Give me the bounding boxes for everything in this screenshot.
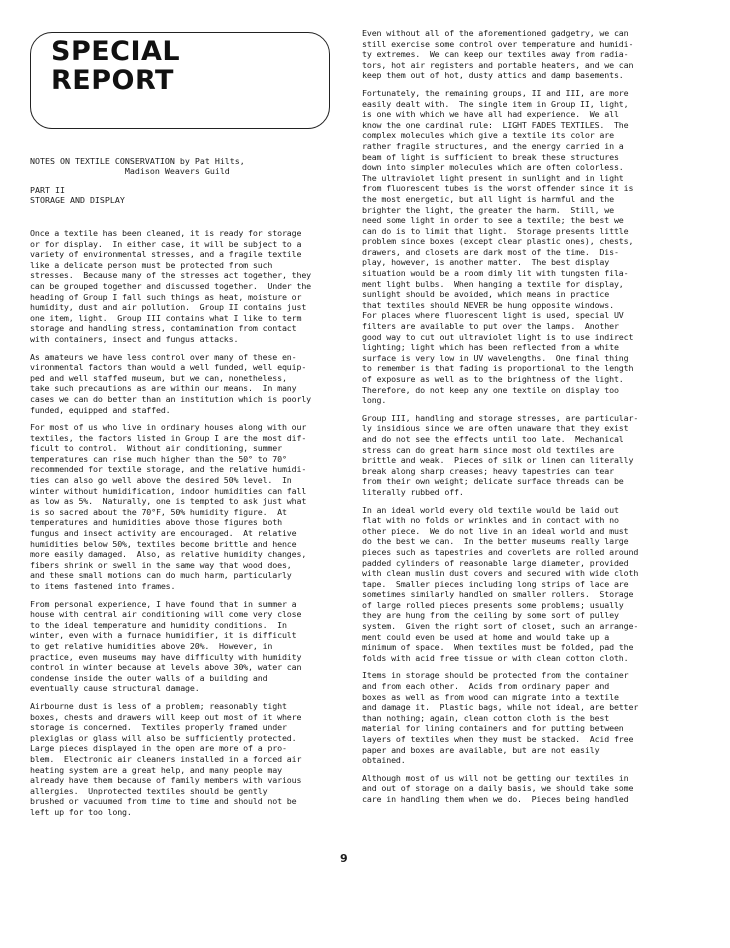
text-line: that textiles should NEVER be hung opposite windows. — [362, 299, 614, 310]
text-line: Even without all of the aforementioned gadgetry, we can — [362, 28, 629, 38]
part-heading: PART II — [30, 185, 65, 195]
text-line: keep them out of hot, dusty attics and damp basements. — [362, 70, 624, 81]
right-column — [362, 28, 692, 812]
text-line: do the best we can. In the better museums really large — [362, 536, 629, 547]
text-line: The ultraviolet light present in sunlight and in light — [362, 172, 624, 183]
paragraph — [30, 228, 360, 345]
text-line: stress can do great harm since most old textiles are — [362, 444, 614, 455]
text-line: beam of light is sufficient to break these structures — [362, 151, 619, 162]
paragraph — [30, 352, 360, 416]
text-line: situation would be a room dimly lit with tungsten fila- — [362, 268, 629, 279]
paragraph — [362, 88, 692, 406]
text-line: fungus and insect activity are encouraged. At relative — [30, 528, 297, 539]
text-line: and damage it. Plastic bags, while not ideal, are better — [362, 702, 639, 713]
text-line: heating system are a great help, and many people may — [30, 764, 282, 775]
text-line: complex molecules which give a textile its color are — [362, 130, 614, 141]
text-line: variety of environmental stresses, and a fragile textile — [30, 249, 302, 260]
text-line: Group III, handling and storage stresses, are particular- — [362, 412, 639, 423]
text-line: the most energetic, but all light is harmful and the — [362, 193, 614, 204]
text-line: Items in storage should be protected from the container — [362, 670, 629, 681]
text-line: storage is concerned. Textiles properly framed under — [30, 722, 287, 733]
text-line: still exercise some control over temperature and humidi- — [362, 38, 634, 49]
text-line: take such precautions as are within our means. In many — [30, 383, 297, 394]
text-line: Once a textile has been cleaned, it is ready for storage — [30, 228, 302, 238]
text-line: know the one cardinal rule: LIGHT FADES TEXTILES. The — [362, 119, 629, 130]
text-line: system. Given the right sort of closet, such an arrange- — [362, 621, 639, 632]
text-line: to get relative humidities above 20%. However, in — [30, 640, 273, 651]
banner-title — [51, 36, 181, 96]
text-line: tape. Smaller pieces including long strips of lace are — [362, 578, 629, 589]
text-line: like a delicate person must be protected from such — [30, 259, 273, 270]
text-line: to the ideal temperature and humidity conditions. In — [30, 619, 287, 630]
text-line: with containers, insect and fungus attacks. — [30, 333, 239, 344]
special-report-banner — [30, 32, 330, 129]
text-line: they are hung from the ceiling by some sort of pulley — [362, 610, 619, 621]
text-line: pieces such as tapestries and coverlets are rolled around — [362, 546, 639, 557]
text-line: already have them because of family members with various — [30, 775, 302, 786]
paragraph — [362, 773, 692, 805]
text-line: paper and boxes are available, but are not easily — [362, 744, 600, 755]
text-line: good way to cut out ultraviolet light is to use indirect — [362, 331, 634, 342]
text-line: Therefore, do not keep any one textile on display too — [362, 384, 619, 395]
text-line: ment could even be used at home and would take up a — [362, 631, 610, 642]
paragraph — [362, 413, 692, 498]
text-line: storage and handling stress, contamination from contact — [30, 323, 297, 334]
article-title-line2: Madison Weavers Guild — [30, 166, 230, 176]
text-line: Although most of us will not be getting our textiles in — [362, 772, 629, 783]
text-line: material for lining containers and for putting between — [362, 723, 624, 734]
text-line: of exposure as well as to the brightness of the light. — [362, 374, 624, 384]
text-line: other piece. We do not live in an ideal world and must — [362, 525, 629, 536]
text-line: heading of Group I fall such things as heat, moisture or — [30, 291, 302, 302]
text-line: sunlight should be avoided, which means in practice — [362, 289, 610, 300]
text-line: care in handling them when we do. Pieces being handled — [362, 793, 629, 804]
text-line: from their own weight; delicate surface threads can be — [362, 476, 624, 487]
text-line: eventually cause structural damage. — [30, 683, 200, 694]
text-line: stresses. Because many of the stresses act together, they — [30, 270, 312, 281]
text-line: ly insidious since we are often unaware that they exist — [362, 423, 629, 434]
text-line: as low as 5%. Naturally, one is tempted to ask just what — [30, 496, 307, 507]
text-line: brittle and weak. Pieces of silk or linen can literally — [362, 455, 634, 466]
text-line: temperatures can rise much higher than the 50° to 70° — [30, 453, 287, 464]
text-line: easily dealt with. The single item in Group II, light, — [362, 98, 629, 109]
text-line: humidity, dust and air pollution. Group II contains just — [30, 302, 307, 313]
text-line: condense inside the outer walls of a building and — [30, 672, 268, 683]
text-line: of large rolled pieces presents some problems; usually — [362, 599, 624, 610]
text-line: to remember is that fading is proportional to the length — [362, 363, 634, 374]
text-line: need some light in order to see a textile; the best we — [362, 215, 624, 226]
text-line: boxes as well as from wood can migrate into a textile — [362, 691, 619, 702]
text-line: is one with which we have all had experience. We all — [362, 109, 619, 120]
text-line: minimum of space. When textiles must be folded, pad the — [362, 642, 634, 653]
text-line: and do not see the effects until too late. Mechanical — [362, 433, 624, 444]
text-line: problem since boxes (except clear plastic ones), chests, — [362, 236, 634, 247]
text-line: from fluorescent tubes is the worst offender since it is — [362, 183, 634, 194]
paragraph — [362, 670, 692, 765]
text-line: is so sacred about the 70°F, 50% humidity figure. At — [30, 506, 287, 517]
text-line: down into simpler molecules which are often colorless. — [362, 162, 624, 173]
text-line: For most of us who live in ordinary houses along with our — [30, 422, 307, 433]
text-line: rather fragile structures, and the energy carried in a — [362, 140, 624, 151]
text-line: folds with acid free tissue or with clean cotton cloth. — [362, 652, 629, 663]
text-line: From personal experience, I have found that in summer a — [30, 598, 297, 609]
text-line: and from each other. Acids from ordinary paper and — [362, 681, 610, 692]
text-line: boxes, chests and drawers will keep out most of it where — [30, 711, 302, 722]
text-line: break along sharp creases; heavy tapestries can tear — [362, 465, 614, 476]
text-line: long. — [362, 395, 387, 406]
text-line: filters are available to put over the lamps. Another — [362, 321, 619, 332]
text-line: or for display. In either case, it will be subject to a — [30, 238, 302, 249]
text-line: Fortunately, the remaining groups, II and III, are more — [362, 87, 629, 98]
text-line: As amateurs we have less control over many of these en- — [30, 351, 297, 362]
text-line: ped and well staffed museum, but we can, nonetheless, — [30, 372, 287, 383]
section-subtitle: STORAGE AND DISPLAY — [30, 195, 125, 205]
paragraph — [30, 422, 360, 592]
text-line: one item, light. Group III contains what I like to term — [30, 312, 302, 323]
text-line: brighter the light, the greater the harm. Still, we — [362, 204, 614, 215]
text-line: Airbourne dust is less of a problem; reasonably tight — [30, 700, 287, 711]
text-line: textiles, the factors listed in Group I are the most dif- — [30, 432, 307, 443]
text-line: ties can also go well above the desired 50% level. In — [30, 475, 292, 486]
text-line: brushed or vacuumed from time to time and should not be — [30, 796, 297, 807]
text-line: practice, even museums may have difficulty with humidity — [30, 651, 302, 662]
text-line: winter, even with a furnace humidifier, it is difficult — [30, 630, 297, 641]
text-line: winter without humidification, indoor humidities can fall — [30, 485, 307, 496]
paragraph — [362, 505, 692, 664]
text-line: with clean muslin dust covers and secured with wide cloth — [362, 568, 639, 579]
text-line: tors, hot air registers and portable heaters, and we can — [362, 59, 634, 70]
text-line: left up for too long. — [30, 806, 132, 817]
text-line: allergies. Unprotected textiles should be gently — [30, 785, 268, 796]
text-line: vironmental factors than would a well funded, well equip- — [30, 362, 307, 373]
banner-title-line2: REPORT — [51, 65, 174, 96]
text-line: house with central air conditioning will come very close — [30, 609, 302, 620]
text-line: ment light bulbs. When hanging a textile for display, — [362, 278, 624, 289]
text-line: play, however, is another matter. The best display — [362, 257, 610, 268]
text-line: ty extremes. We can keep our textiles away from radia- — [362, 49, 629, 60]
text-line: obtained. — [362, 755, 406, 766]
text-line: funded, equipped and staffed. — [30, 404, 171, 415]
page-number: 9 — [340, 852, 348, 865]
text-line: recommended for textile storage, and the relative humidi- — [30, 464, 307, 475]
text-line: In an ideal world every old textile would be laid out — [362, 504, 619, 515]
text-line: plexiglas or glass will also be sufficiently protected. — [30, 732, 297, 743]
text-line: Large pieces displayed in the open are more of a pro- — [30, 743, 287, 754]
text-line: can be grouped together and discussed together. Under the — [30, 280, 312, 291]
text-line: more easily damaged. Also, as relative humidity changes, — [30, 549, 307, 560]
banner-title-line1: SPECIAL — [51, 36, 181, 67]
text-line: layers of textiles when they must be stacked. Acid free — [362, 734, 634, 744]
text-line: to items fastened into frames. — [30, 581, 176, 591]
text-line: sometimes similarly handled on smaller rollers. Storage — [362, 589, 634, 600]
text-line: cases we can do better than an institution which is poorly — [30, 393, 312, 404]
text-line: surface is very low in UV wavelengths. One final thing — [362, 352, 629, 363]
paragraph — [30, 701, 360, 818]
text-line: For places where fluorescent light is used, special UV — [362, 310, 624, 321]
text-line: literally rubbed off. — [362, 486, 464, 497]
text-line: can do is to limit that light. Storage presents little — [362, 225, 629, 236]
text-line: blem. Electronic air cleaners installed in a forced air — [30, 753, 302, 764]
text-line: ficult to control. Without air conditioning, summer — [30, 443, 282, 454]
text-line: temperatures and humidities above those figures both — [30, 517, 282, 528]
text-line: and out of storage on a daily basis, we should take some — [362, 783, 634, 794]
text-line: flat with no folds or wrinkles and in contact with no — [362, 515, 619, 526]
text-line: lighting; light which has been reflected from a white — [362, 342, 619, 353]
text-line: and these small motions can do much harm, particularly — [30, 570, 292, 581]
text-line: control in winter because at levels above 30%, water can — [30, 662, 302, 673]
text-line: fibers shrink or swell in the same way that wood does, — [30, 559, 292, 570]
left-column — [30, 228, 360, 824]
paragraph — [362, 28, 692, 81]
text-line: drawers, and closets are dark most of the time. Dis- — [362, 246, 619, 257]
article-title-line1: NOTES ON TEXTILE CONSERVATION by Pat Hilts, — [30, 156, 245, 166]
paragraph — [30, 599, 360, 694]
text-line: padded cylinders of reasonable large diameter, provided — [362, 557, 629, 568]
text-line: than nothing; again, clean cotton cloth is the best — [362, 712, 610, 723]
text-line: humidities below 50%, textiles become brittle and hence — [30, 538, 297, 549]
